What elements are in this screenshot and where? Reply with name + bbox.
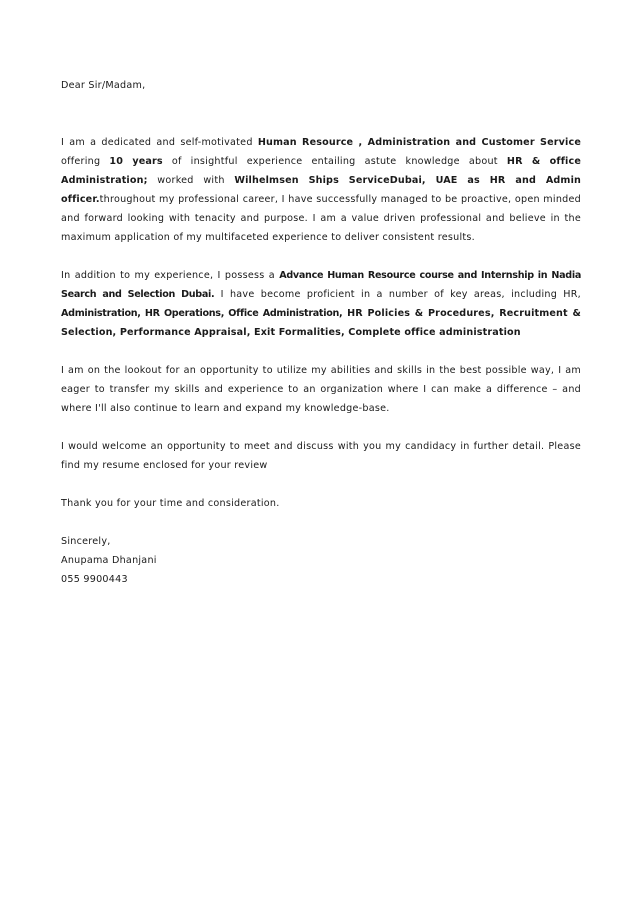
paragraph-qualifications xyxy=(61,266,581,342)
intro-text-4: worked with xyxy=(147,175,235,186)
intro-bold-knowledge: HR & office Administration; xyxy=(61,156,581,186)
qual-bold-areas-1: Administration, HR Operations, Office Administration, xyxy=(61,308,343,319)
qual-text-1: In addition to my experience, I possess a xyxy=(61,270,280,281)
paragraph-meeting: I would welcome an opportunity to meet and discuss with you my candidacy in further detail. Please find my resume enclosed for your review xyxy=(61,441,581,471)
signer-name: Anupama Dhanjani xyxy=(61,555,157,566)
intro-bold-specialization: Human Resource , Administration and Customer Service xyxy=(257,137,581,148)
intro-text-1: I am a dedicated and self-motivated xyxy=(61,137,258,148)
intro-text-2: offering xyxy=(61,156,110,167)
signer-phone: 055 9900443 xyxy=(61,574,128,585)
qual-bold-course: Advance Human Resource course and Internship in Nadia Search and Selection Dubai. xyxy=(61,270,581,300)
qual-bold-areas-2: HR Policies & Procedures, Recruitment & Selection, Performance Appraisal, Exit Formalities, Complete office administration xyxy=(61,308,581,338)
salutation: Dear Sir/Madam, xyxy=(61,80,146,91)
qual-text-2: I have become proficient in a number of key areas, including HR, xyxy=(214,289,581,300)
intro-bold-years: 10 years xyxy=(109,156,163,167)
closing: Sincerely, xyxy=(61,536,111,547)
intro-text-3: of insightful experience entailing astute knowledge about xyxy=(162,156,507,167)
paragraph-introduction xyxy=(61,133,581,247)
paragraph-thanks: Thank you for your time and consideration. xyxy=(61,498,280,509)
signature-block xyxy=(61,532,581,589)
intro-text-5: throughout my professional career, I have successfully managed to be proactive, open minded and forward looking with tenacity and purpose. I am a value driven professional and believe in the maximum application of my multifaceted experience to deliver consistent results. xyxy=(61,194,581,243)
cover-letter-body xyxy=(61,76,581,589)
paragraph-opportunity: I am on the lookout for an opportunity to utilize my abilities and skills in the best possible way, I am eager to transfer my skills and experience to an organization where I can make a difference – and where I'll also continue to learn and expand my knowledge-base. xyxy=(61,365,581,414)
intro-bold-employer: Wilhelmsen Ships ServiceDubai, UAE as HR and Admin officer. xyxy=(61,175,581,205)
